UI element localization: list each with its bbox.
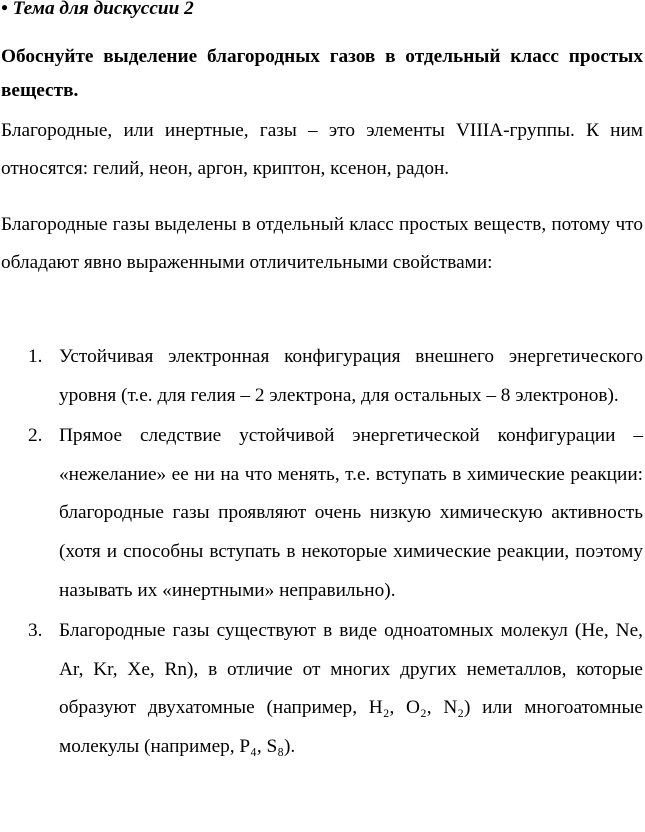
list-item-number: 3. [28, 620, 43, 642]
list-item-text: Устойчивая электронная конфигурация внешнего энергетического уровня (т.е. для гелия – 2 электрона, для остальных – 8 электронов). [59, 346, 643, 406]
list-item [0, 417, 643, 610]
topic-heading: • Тема для дискуссии 2 [1, 0, 194, 19]
intro-paragraph: Благородные, или инертные, газы – это элементы VIIIA-группы. К ним относятся: гелий, неон, аргон, криптон, ксенон, радон. [1, 120, 643, 179]
reason-paragraph: Благородные газы выделены в отдельный класс простых веществ, потому что обладают явно выраженными отличительными свойствами: [1, 214, 643, 273]
list-item-number: 2. [28, 425, 43, 447]
list-item-number: 1. [28, 346, 43, 367]
list-item [0, 612, 643, 766]
properties-list [0, 338, 645, 769]
list-item-text: Прямое следствие устойчивой энергетической конфигурации – «нежелание» ее ни на что менять, т.е. вступать в химические реакции: благородные газы проявляют очень низкую химическую активность (хотя и способны вступать в некоторые химические реакции, поэтому называть их «инертными» неправильно). [59, 425, 643, 601]
list-item-text: Благородные газы существуют в виде одноатомных молекул (He, Ne, Ar, Kr, Xe, Rn), в отличие от многих других неметаллов, которые образуют двухатомные (например, H₂, O₂, N₂) или многоатомные молекулы (например, P₄, S₈). [59, 620, 643, 757]
question-text: Обоснуйте выделение благородных газов в отдельный класс простых веществ. [1, 46, 643, 101]
list-item [0, 338, 643, 415]
